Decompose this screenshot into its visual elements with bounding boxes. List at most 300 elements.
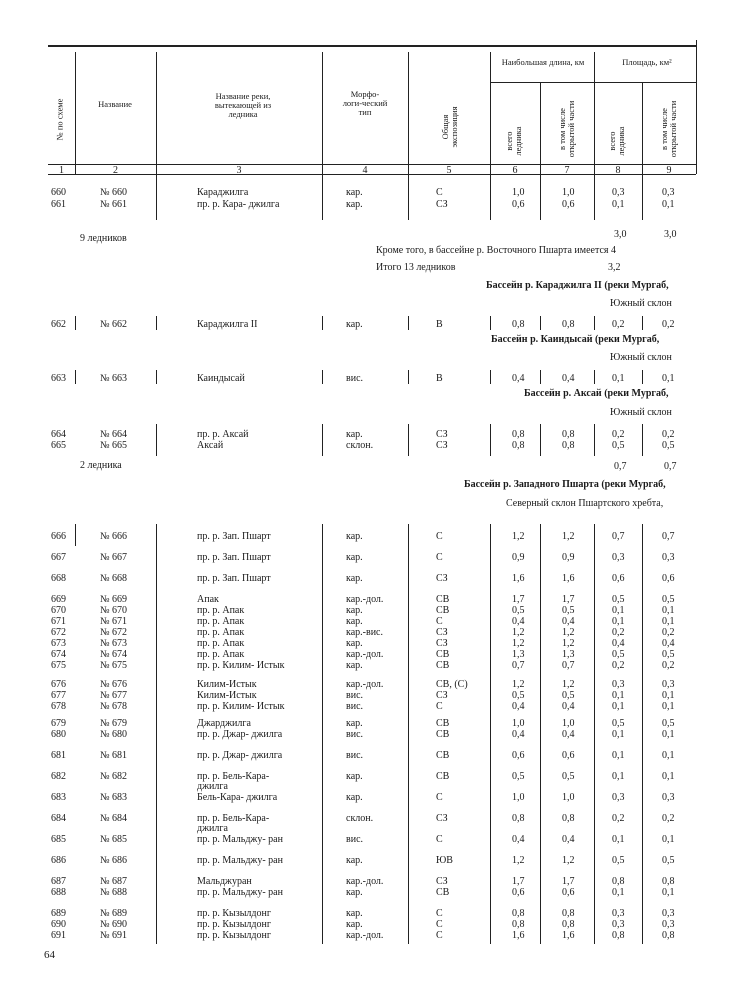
cell-l2: 1,2: [562, 627, 575, 638]
cell-l2: 0,6: [562, 887, 575, 898]
cell-l2: 0,4: [562, 834, 575, 845]
cell-type: склон.: [346, 813, 374, 824]
cell-name: № 682: [100, 771, 128, 782]
cell-river: пр. р. Килим- Истык: [197, 701, 285, 712]
len-open-header: в том числе открытой части: [557, 100, 576, 158]
section-count: 9 ледников: [80, 233, 127, 244]
cell-a2: 0,3: [662, 919, 675, 930]
length-group-header: Наибольшая длина, км: [501, 57, 585, 67]
cell-expo: СЗ: [436, 429, 448, 440]
section-title: Бассейн р. Аксай (реки Мургаб,: [524, 388, 669, 399]
area-open-header: в том числе открытой части: [659, 100, 678, 158]
col-num: 7: [564, 165, 570, 176]
cell-a2: 0,3: [662, 187, 675, 198]
section-title: Бассейн р. Каиндысай (реки Мургаб,: [491, 334, 660, 345]
cell-name: № 686: [100, 855, 128, 866]
cell-name: № 668: [100, 573, 128, 584]
col-num: 1: [59, 165, 64, 176]
cell-a1: 0,2: [612, 319, 625, 330]
cell-river: пр. р. Зап. Пшарт: [197, 531, 271, 542]
cell-river: пр. р. Кызылдонг: [197, 908, 271, 919]
cell-river: пр. р. Джар- джилга: [197, 729, 283, 740]
cell-n: 668: [51, 573, 66, 584]
cell-n: 667: [51, 552, 66, 563]
area-group-header: Площадь, км²: [622, 57, 672, 67]
cell-n: 684: [51, 813, 66, 824]
cell-name: № 680: [100, 729, 128, 740]
cell-a2: 0,1: [662, 834, 675, 845]
cell-name: № 677: [100, 690, 128, 701]
col-number-header: № по схеме: [54, 98, 65, 141]
cell-type: кар.: [346, 887, 363, 898]
cell-l1: 0,7: [512, 660, 525, 671]
cell-type: кар.-дол.: [346, 679, 384, 690]
cell-river: Мальджуран: [197, 876, 252, 887]
cell-type: вис.: [346, 701, 364, 712]
section-slope: Южный склон: [610, 407, 672, 418]
cell-type: кар.: [346, 908, 363, 919]
cell-type: кар.: [346, 660, 363, 671]
cell-river: Джарджилга: [197, 718, 251, 729]
cell-a1: 0,3: [612, 908, 625, 919]
cell-l1: 0,6: [512, 750, 525, 761]
cell-expo: СВ: [436, 660, 450, 671]
cell-type: кар.-вис.: [346, 627, 383, 638]
cell-type: вис.: [346, 750, 364, 761]
cell-name: № 691: [100, 930, 128, 941]
cell-a2: 0,7: [662, 531, 675, 542]
cell-expo: СЗ: [436, 440, 448, 451]
cell-river: пр. р. Кызылдонг: [197, 919, 271, 930]
cell-l2: 0,4: [562, 373, 575, 384]
cell-a2: 0,5: [662, 594, 675, 605]
cell-name: № 673: [100, 638, 128, 649]
cell-l1: 0,6: [512, 887, 525, 898]
cell-a2: 0,5: [662, 440, 675, 451]
cell-n: 687: [51, 876, 66, 887]
cell-river: пр. р. Мальджу- ран: [197, 887, 283, 898]
cell-n: 664: [51, 429, 66, 440]
cell-expo: ЮВ: [436, 855, 453, 866]
cell-a2: 0,1: [662, 199, 675, 210]
cell-l2: 1,7: [562, 876, 575, 887]
cell-n: 679: [51, 718, 66, 729]
section-note: Кроме того, в бассейне р. Восточного Пшарта имеется 4: [376, 245, 616, 256]
cell-a2: 0,1: [662, 771, 675, 782]
cell-expo: В: [436, 373, 443, 384]
cell-l2: 0,4: [562, 729, 575, 740]
cell-l1: 1,6: [512, 930, 525, 941]
cell-river: пр. р. Апак: [197, 616, 245, 627]
cell-type: кар.-дол.: [346, 876, 384, 887]
cell-l1: 1,7: [512, 594, 525, 605]
cell-expo: СВ: [436, 771, 450, 782]
cell-name: № 689: [100, 908, 128, 919]
cell-l2: 1,2: [562, 531, 575, 542]
len-total-header: всего ледника: [504, 126, 523, 156]
cell-name: № 684: [100, 813, 128, 824]
cell-type: кар.-дол.: [346, 930, 384, 941]
cell-n: 685: [51, 834, 66, 845]
cell-name: № 663: [100, 373, 128, 384]
cell-n: 678: [51, 701, 66, 712]
cell-expo: С: [436, 701, 443, 712]
cell-l1: 0,4: [512, 616, 525, 627]
cell-n: 688: [51, 887, 66, 898]
cell-river: пр. р. Зап. Пшарт: [197, 552, 271, 563]
cell-l2: 1,0: [562, 187, 575, 198]
cell-l1: 0,6: [512, 199, 525, 210]
cell-a1: 0,1: [612, 199, 625, 210]
cell-river: пр. р. Бель-Кара- джилга: [197, 813, 270, 834]
cell-name: № 660: [100, 187, 128, 198]
cell-n: 661: [51, 199, 66, 210]
cell-l1: 1,2: [512, 627, 525, 638]
cell-a1: 0,4: [612, 638, 625, 649]
cell-l1: 0,8: [512, 919, 525, 930]
cell-name: № 678: [100, 701, 128, 712]
cell-expo: СВ: [436, 718, 450, 729]
cell-a1: 0,1: [612, 771, 625, 782]
section-sum: 0,7: [664, 461, 677, 472]
cell-river: Аксай: [197, 440, 224, 451]
cell-river: пр. р. Апак: [197, 627, 245, 638]
cell-river: Килим-Истык: [197, 690, 257, 701]
col-name-header: Название: [98, 99, 132, 109]
cell-n: 673: [51, 638, 66, 649]
cell-l1: 1,0: [512, 187, 525, 198]
cell-a1: 0,1: [612, 605, 625, 616]
cell-l1: 0,4: [512, 834, 525, 845]
cell-l2: 0,4: [562, 701, 575, 712]
cell-name: № 687: [100, 876, 128, 887]
cell-a1: 0,1: [612, 887, 625, 898]
cell-l2: 0,8: [562, 440, 575, 451]
cell-type: кар.: [346, 429, 363, 440]
cell-river: пр. р. Апак: [197, 605, 245, 616]
col-num: 4: [362, 165, 368, 176]
cell-river: пр. р. Кызылдонг: [197, 930, 271, 941]
cell-type: вис.: [346, 690, 364, 701]
cell-l1: 1,2: [512, 855, 525, 866]
cell-name: № 681: [100, 750, 128, 761]
cell-type: кар.: [346, 792, 363, 803]
cell-n: 672: [51, 627, 66, 638]
cell-n: 682: [51, 771, 66, 782]
cell-l2: 0,6: [562, 750, 575, 761]
cell-l2: 0,8: [562, 919, 575, 930]
cell-n: 660: [51, 187, 66, 198]
col-morph-header: Морфо-логи-ческий тип: [342, 89, 388, 117]
cell-l2: 0,9: [562, 552, 575, 563]
cell-type: кар.: [346, 855, 363, 866]
cell-a2: 0,8: [662, 876, 675, 887]
cell-l2: 1,7: [562, 594, 575, 605]
col-num: 6: [512, 165, 518, 176]
cell-expo: СЗ: [436, 573, 448, 584]
section-slope: Северный склон Пшартского хребта,: [506, 498, 664, 509]
cell-a2: 0,3: [662, 552, 675, 563]
cell-name: № 679: [100, 718, 128, 729]
cell-river: пр. р. Мальджу- ран: [197, 834, 283, 845]
cell-expo: СВ: [436, 649, 450, 660]
cell-name: № 688: [100, 887, 128, 898]
cell-l1: 0,5: [512, 771, 525, 782]
cell-l1: 0,8: [512, 429, 525, 440]
cell-l2: 1,2: [562, 638, 575, 649]
cell-river: пр. р. Аксай: [197, 429, 249, 440]
cell-a1: 0,1: [612, 690, 625, 701]
cell-expo: С: [436, 616, 443, 627]
cell-l2: 0,8: [562, 813, 575, 824]
cell-expo: С: [436, 834, 443, 845]
cell-a2: 0,1: [662, 729, 675, 740]
cell-a1: 0,1: [612, 750, 625, 761]
section-title: Бассейн р. Караджилга II (реки Мургаб,: [486, 280, 669, 291]
cell-expo: СВ: [436, 750, 450, 761]
cell-name: № 683: [100, 792, 128, 803]
cell-name: № 671: [100, 616, 128, 627]
cell-n: 681: [51, 750, 66, 761]
cell-n: 690: [51, 919, 66, 930]
cell-n: 683: [51, 792, 66, 803]
cell-type: кар.: [346, 771, 363, 782]
section-sum: 3,0: [664, 229, 677, 240]
cell-a2: 0,5: [662, 649, 675, 660]
cell-a2: 0,3: [662, 908, 675, 919]
cell-a2: 0,2: [662, 813, 675, 824]
cell-river: Каиндысай: [197, 373, 245, 384]
cell-l1: 0,8: [512, 813, 525, 824]
cell-l2: 0,5: [562, 690, 575, 701]
cell-type: вис.: [346, 834, 364, 845]
col-expo-header: Общая экспозиция: [440, 106, 459, 148]
cell-l2: 1,2: [562, 855, 575, 866]
cell-expo: СВ: [436, 605, 450, 616]
cell-type: кар.: [346, 573, 363, 584]
cell-expo: С: [436, 552, 443, 563]
cell-a2: 0,2: [662, 319, 675, 330]
cell-a1: 0,3: [612, 679, 625, 690]
cell-a1: 0,2: [612, 660, 625, 671]
col-num: 5: [446, 165, 452, 176]
cell-a1: 0,3: [612, 919, 625, 930]
cell-name: № 667: [100, 552, 128, 563]
cell-name: № 661: [100, 199, 128, 210]
col-num: 3: [236, 165, 242, 176]
cell-river: Апак: [197, 594, 219, 605]
cell-n: 674: [51, 649, 66, 660]
cell-n: 680: [51, 729, 66, 740]
cell-expo: СВ: [436, 887, 450, 898]
cell-l1: 1,0: [512, 718, 525, 729]
cell-type: вис.: [346, 373, 364, 384]
cell-a1: 0,5: [612, 855, 625, 866]
cell-a2: 0,1: [662, 690, 675, 701]
cell-a1: 0,5: [612, 440, 625, 451]
cell-l2: 1,6: [562, 573, 575, 584]
cell-type: кар.: [346, 531, 363, 542]
cell-name: № 666: [100, 531, 128, 542]
cell-a1: 0,5: [612, 718, 625, 729]
cell-expo: С: [436, 792, 443, 803]
cell-river: пр. р. Мальджу- ран: [197, 855, 283, 866]
cell-l1: 1,2: [512, 638, 525, 649]
cell-a2: 0,2: [662, 627, 675, 638]
section-slope: Южный склон: [610, 298, 672, 309]
cell-l1: 0,4: [512, 373, 525, 384]
cell-expo: В: [436, 319, 443, 330]
cell-n: 665: [51, 440, 66, 451]
cell-l1: 1,6: [512, 573, 525, 584]
cell-a1: 0,8: [612, 876, 625, 887]
cell-l2: 1,3: [562, 649, 575, 660]
cell-name: № 685: [100, 834, 128, 845]
cell-l1: 1,3: [512, 649, 525, 660]
cell-a2: 0,1: [662, 701, 675, 712]
cell-n: 663: [51, 373, 66, 384]
section-count: 2 ледника: [80, 460, 122, 471]
cell-a1: 0,8: [612, 930, 625, 941]
cell-a2: 0,1: [662, 750, 675, 761]
section-sum: 0,7: [614, 461, 627, 472]
cell-name: № 665: [100, 440, 128, 451]
cell-river: пр. р. Апак: [197, 649, 245, 660]
cell-name: № 674: [100, 649, 128, 660]
cell-l1: 0,8: [512, 319, 525, 330]
page-number: 64: [44, 949, 55, 961]
cell-a2: 0,6: [662, 573, 675, 584]
cell-l1: 0,5: [512, 690, 525, 701]
cell-a2: 0,4: [662, 638, 675, 649]
cell-river: Бель-Кара- джилга: [197, 792, 278, 803]
cell-expo: С: [436, 919, 443, 930]
cell-river: пр. р. Бель-Кара- джилга: [197, 771, 270, 792]
cell-name: № 675: [100, 660, 128, 671]
cell-l2: 0,8: [562, 429, 575, 440]
cell-type: кар.: [346, 605, 363, 616]
cell-l1: 0,9: [512, 552, 525, 563]
cell-n: 676: [51, 679, 66, 690]
section-note-value: 3,2: [608, 262, 621, 273]
cell-expo: С: [436, 908, 443, 919]
cell-l1: 1,2: [512, 679, 525, 690]
cell-name: № 669: [100, 594, 128, 605]
cell-name: № 662: [100, 319, 128, 330]
cell-a2: 0,3: [662, 679, 675, 690]
cell-a2: 0,1: [662, 373, 675, 384]
cell-expo: СВ: [436, 729, 450, 740]
cell-expo: С: [436, 187, 443, 198]
cell-type: кар.-дол.: [346, 594, 384, 605]
cell-river: пр. р. Апак: [197, 638, 245, 649]
cell-river: пр. р. Джар- джилга: [197, 750, 283, 761]
cell-expo: СЗ: [436, 813, 448, 824]
cell-type: кар.: [346, 616, 363, 627]
cell-expo: СВ, (С): [436, 679, 468, 690]
cell-n: 662: [51, 319, 66, 330]
cell-river: пр. р. Зап. Пшарт: [197, 573, 271, 584]
cell-a1: 0,2: [612, 813, 625, 824]
cell-l1: 0,8: [512, 908, 525, 919]
section-sum: 3,0: [614, 229, 627, 240]
cell-name: № 670: [100, 605, 128, 616]
cell-expo: С: [436, 531, 443, 542]
cell-l1: 0,5: [512, 605, 525, 616]
cell-l1: 0,4: [512, 701, 525, 712]
cell-n: 675: [51, 660, 66, 671]
cell-name: № 676: [100, 679, 128, 690]
cell-l1: 0,4: [512, 729, 525, 740]
cell-l1: 1,2: [512, 531, 525, 542]
col-num: 8: [615, 165, 621, 176]
cell-expo: СЗ: [436, 627, 448, 638]
cell-l2: 0,8: [562, 319, 575, 330]
cell-a1: 0,1: [612, 616, 625, 627]
cell-l2: 1,0: [562, 792, 575, 803]
cell-a1: 0,1: [612, 373, 625, 384]
cell-l1: 0,8: [512, 440, 525, 451]
cell-a2: 0,8: [662, 930, 675, 941]
cell-a2: 0,1: [662, 605, 675, 616]
cell-l2: 0,5: [562, 771, 575, 782]
cell-a2: 0,2: [662, 660, 675, 671]
cell-river: пр. р. Кара- джилга: [197, 199, 280, 210]
area-total-header: всего ледника: [607, 126, 626, 156]
cell-type: кар.: [346, 638, 363, 649]
cell-n: 677: [51, 690, 66, 701]
section-title: Бассейн р. Западного Пшарта (реки Мургаб,: [464, 479, 666, 490]
cell-n: 691: [51, 930, 66, 941]
cell-a1: 0,2: [612, 627, 625, 638]
cell-a1: 0,2: [612, 429, 625, 440]
cell-l2: 1,0: [562, 718, 575, 729]
cell-a1: 0,3: [612, 792, 625, 803]
cell-l2: 0,5: [562, 605, 575, 616]
cell-name: № 664: [100, 429, 128, 440]
section-note: Итого 13 ледников: [376, 262, 456, 273]
cell-type: кар.-дол.: [346, 649, 384, 660]
cell-expo: СЗ: [436, 199, 448, 210]
cell-expo: СЗ: [436, 638, 448, 649]
cell-type: кар.: [346, 187, 363, 198]
cell-expo: СЗ: [436, 690, 448, 701]
cell-type: склон.: [346, 440, 374, 451]
cell-river: Караджилга: [197, 187, 249, 198]
cell-type: кар.: [346, 199, 363, 210]
cell-l2: 1,6: [562, 930, 575, 941]
cell-a1: 0,6: [612, 573, 625, 584]
cell-river: Килим-Истык: [197, 679, 257, 690]
cell-a2: 0,1: [662, 616, 675, 627]
cell-a1: 0,1: [612, 701, 625, 712]
cell-type: кар.: [346, 718, 363, 729]
col-river-header: Название реки, вытекающей из ледника: [214, 91, 272, 119]
cell-l2: 0,6: [562, 199, 575, 210]
cell-l1: 1,7: [512, 876, 525, 887]
cell-l2: 0,7: [562, 660, 575, 671]
cell-type: вис.: [346, 729, 364, 740]
cell-a2: 0,5: [662, 718, 675, 729]
cell-a1: 0,3: [612, 187, 625, 198]
cell-a2: 0,2: [662, 429, 675, 440]
cell-n: 671: [51, 616, 66, 627]
col-num: 9: [666, 165, 672, 176]
cell-l2: 0,8: [562, 908, 575, 919]
cell-n: 670: [51, 605, 66, 616]
cell-a1: 0,3: [612, 552, 625, 563]
cell-n: 686: [51, 855, 66, 866]
